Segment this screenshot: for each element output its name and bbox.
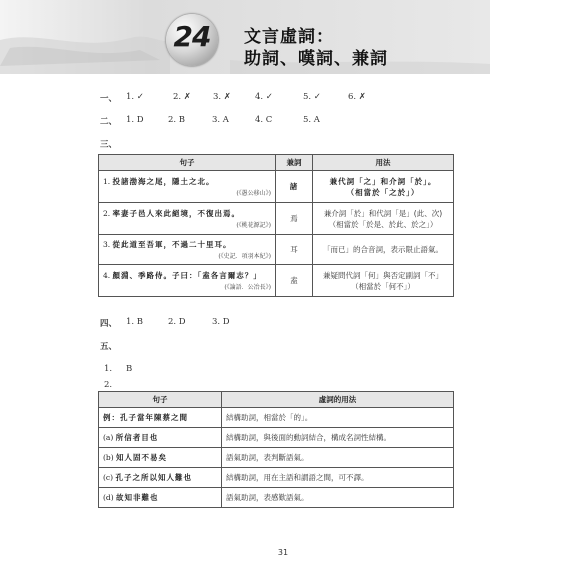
header-banner <box>0 0 490 74</box>
compound-word: 焉 <box>276 203 313 235</box>
q1-answer: 6. ✗ <box>348 92 366 102</box>
q5-item1-number: 1. <box>104 364 113 374</box>
usage-cell: 結構助詞，用在主語和謂語之間，可不譯。 <box>222 468 454 488</box>
table-row <box>99 468 454 488</box>
table-row <box>99 488 454 508</box>
sentence-text: 孔子之所以知人難也 <box>115 473 192 482</box>
table-row <box>99 171 454 203</box>
q4-answer: 1. B <box>126 317 144 327</box>
sentence-cell: 1. 投諸渤海之尾，隱土之北。 (《愚公移山》) <box>99 171 276 203</box>
page-number: 31 <box>277 548 289 557</box>
q1-answer: 3. ✗ <box>213 92 231 102</box>
table-header-row <box>99 155 454 171</box>
table-row <box>99 235 454 265</box>
source-text: (《愚公移山》) <box>236 190 271 197</box>
sentence-text: 率妻子邑人來此絕境，不復出焉。 <box>112 209 241 218</box>
sentence-text: 孔子當年陳蔡之間 <box>120 413 188 422</box>
usage-cell: 語氣助詞，表判斷語氣。 <box>222 448 454 468</box>
table-row <box>99 448 454 468</box>
q1-answer: 4. ✓ <box>255 92 273 102</box>
source-text: (《史記．項羽本紀》) <box>218 253 271 260</box>
q5-item2-number: 2. <box>104 380 113 390</box>
column-header: 句子 <box>99 392 222 408</box>
q2-answer: 1. D <box>126 115 144 125</box>
section-2-label: 二、 <box>100 117 118 127</box>
sentence-cell: 4. 顏淵、季路侍。子曰：「盍各言爾志？」 (《論語．公冶長》) <box>99 265 276 297</box>
sentence-text: 所信者目也 <box>115 433 159 442</box>
q1-answer: 5. ✓ <box>303 92 321 102</box>
usage-cell: 兼代詞「之」和介詞「於」。 （相當於「之於」） <box>313 171 454 203</box>
compound-word: 諸 <box>276 171 313 203</box>
usage-cell: 結構助詞，與後面的動詞結合，構成名詞性結構。 <box>222 428 454 448</box>
table-row <box>99 428 454 448</box>
sentence-text: 故知非難也 <box>116 493 159 502</box>
column-header: 句子 <box>99 155 276 171</box>
source-text: (《論語．公冶長》) <box>224 284 271 291</box>
column-header: 兼詞 <box>276 155 313 171</box>
sentence-text: 從此道至吾軍，不過二十里耳。 <box>112 240 232 249</box>
page-title-line2: 助詞、嘆詞、兼詞 <box>244 49 388 69</box>
unit-number-badge <box>166 14 218 66</box>
sentence-text: 知人固不易矣 <box>116 453 168 462</box>
sentence-cell: 2. 率妻子邑人來此絕境，不復出焉。 (《桃花源記》) <box>99 203 276 235</box>
section-1-label: 一、 <box>100 94 118 104</box>
compound-word-table <box>98 154 454 297</box>
usage-cell: 兼疑問代詞「何」與否定副詞「不」 （相當於「何不」） <box>313 265 454 297</box>
q1-answer: 1. ✓ <box>126 92 144 102</box>
sentence-text: 顏淵、季路侍。子曰：「盍各言爾志？」 <box>112 271 262 280</box>
sentence-cell: (d) 故知非難也 <box>99 488 222 508</box>
sentence-cell: 例：孔子當年陳蔡之間 <box>99 408 222 428</box>
unit-number: 24 <box>173 20 211 53</box>
q2-answer: 4. C <box>255 115 273 125</box>
particle-usage-table <box>98 391 454 508</box>
sentence-text: 投諸渤海之尾，隱土之北。 <box>112 177 215 186</box>
sentence-cell: 3. 從此道至吾軍，不過二十里耳。 (《史記．項羽本紀》) <box>99 235 276 265</box>
page-title-line1: 文言虛詞： <box>244 27 334 47</box>
table-row <box>99 265 454 297</box>
q4-answer: 2. D <box>168 317 186 327</box>
section-4-label: 四、 <box>100 319 118 329</box>
sentence-cell: (a) 所信者目也 <box>99 428 222 448</box>
table-row <box>99 203 454 235</box>
sentence-cell: (b) 知人固不易矣 <box>99 448 222 468</box>
table-header-row <box>99 392 454 408</box>
q5-item1-answer: B <box>126 364 133 374</box>
compound-word: 耳 <box>276 235 313 265</box>
column-header: 虛詞的用法 <box>222 392 454 408</box>
sentence-cell: (c) 孔子之所以知人難也 <box>99 468 222 488</box>
q1-answer: 2. ✗ <box>173 92 191 102</box>
usage-cell: 語氣助詞，表感歎語氣。 <box>222 488 454 508</box>
usage-cell: 結構助詞，相當於「的」。 <box>222 408 454 428</box>
compound-word: 盍 <box>276 265 313 297</box>
q4-answer: 3. D <box>212 317 230 327</box>
column-header: 用法 <box>313 155 454 171</box>
section-3-label: 三、 <box>100 140 118 150</box>
section-5-label: 五、 <box>100 342 118 352</box>
q2-answer: 5. A <box>303 115 320 125</box>
q2-answer: 3. A <box>212 115 229 125</box>
source-text: (《桃花源記》) <box>236 222 271 229</box>
table-row <box>99 408 454 428</box>
usage-cell: 兼介詞「於」和代詞「是」(此、次) （相當於「於是、於此、於之」） <box>313 203 454 235</box>
q2-answer: 2. B <box>168 115 186 125</box>
usage-cell: 「而已」的合音詞，表示限止語氣。 <box>313 235 454 265</box>
